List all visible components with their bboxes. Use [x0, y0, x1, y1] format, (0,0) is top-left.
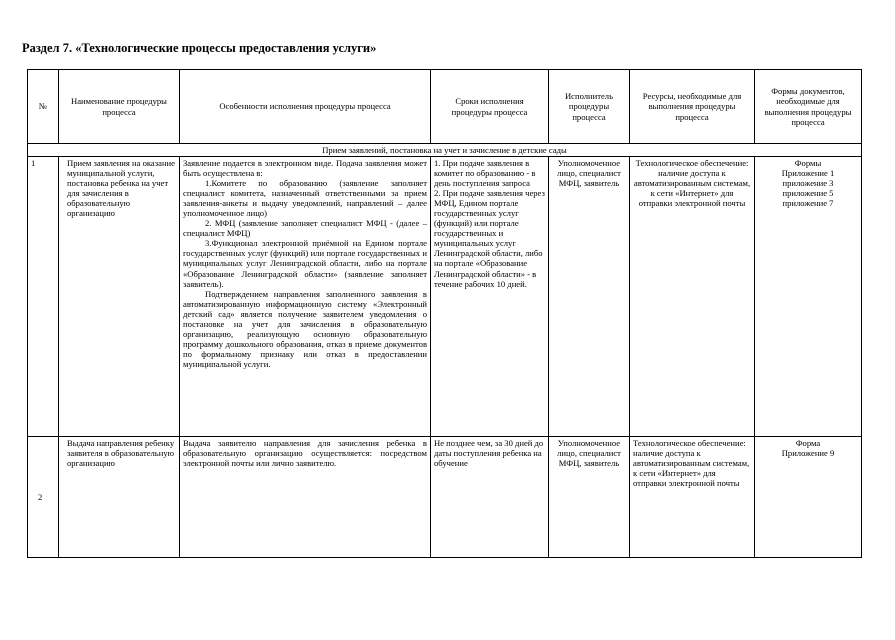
header-executor: Исполнитель процедуры процесса	[549, 70, 630, 144]
row-resources: Технологическое обеспечение: наличие доступа к автоматизированным системам, к сети «Интернет» для отправки электронной почты	[630, 437, 755, 558]
row-resources: Технологическое обеспечение: наличие доступа к автоматизированным системам, к сети «Интернет» для отправки электронной почты	[630, 157, 755, 437]
forms-line: Приложение 1	[781, 168, 835, 179]
row-features	[180, 157, 431, 437]
features-paragraph: 3.Функционал электронной приёмной на Едином портале государственных услуг (функций) или портале государственных и муниципальных услуг Ленинградской области, либо на портале «Образование Ленинградской области» (заявление заполняет заявитель).	[183, 238, 427, 289]
header-features: Особенности исполнения процедуры процесса	[180, 70, 431, 144]
row-name: Выдача направления ребенку заявителя в образовательную организацию	[59, 437, 180, 558]
process-table	[27, 69, 862, 558]
row-name: Прием заявления на оказание муниципальной услуги, постановка ребенка на учет для зачисления в образовательную организацию	[59, 157, 180, 437]
features-paragraph: Заявление подается в электронном виде. Подача заявления может быть осуществлена в:	[183, 158, 427, 179]
forms-line: приложение 5	[782, 188, 834, 199]
row-terms	[431, 157, 549, 437]
header-row	[28, 70, 862, 144]
features-paragraph: Подтверждением направления заполненного заявления в автоматизированную информационную систему «Электронный детский сад» является получение заявителем уведомления о постановке на учет для зачисления в образовательную организацию, реализующую основную образовательную программу дошкольного образования, отказ в приеме документов по формальному признаку или отказ в предоставлении муниципальной услуги.	[183, 288, 427, 369]
row-executor: Уполномоченное лицо, специалист МФЦ, заявитель	[549, 437, 630, 558]
row-features	[180, 437, 431, 558]
header-terms: Сроки исполнения процедуры процесса	[431, 70, 549, 144]
row-num: 2	[28, 437, 59, 558]
terms-paragraph: 1. При подаче заявления в комитет по образованию - в день поступления запроса	[434, 158, 536, 189]
row-terms	[431, 437, 549, 558]
row-forms	[755, 157, 862, 437]
forms-line: Формы	[794, 158, 822, 168]
section-label: Прием заявлений, постановка на учет и зачисление в детские сады	[28, 144, 862, 157]
features-paragraph: 1.Комитете по образованию (заявление заполняет специалист комитета, назначенный ответственными за прием заявления-анкеты и выдачу уведомлений, направлений – далее уполномоченное лицо)	[183, 178, 427, 219]
section-row	[28, 144, 862, 157]
section-title: Раздел 7. «Технологические процессы предоставления услуги»	[22, 41, 377, 55]
header-name: Наименование процедуры процесса	[59, 70, 180, 144]
row-executor: Уполномоченное лицо, специалист МФЦ, заявитель	[549, 157, 630, 437]
forms-line: Форма	[795, 438, 821, 448]
terms-paragraph: Не позднее чем, за 30 дней до даты поступления ребенка на обучение	[434, 438, 544, 469]
features-paragraph: Выдача заявителю направления для зачисления ребенка в образовательную организацию осуществляется: посредством электронной почты или лично заявителю.	[183, 438, 427, 469]
row-num: 1	[28, 157, 59, 437]
header-num: №	[28, 70, 59, 144]
features-paragraph: 2. МФЦ (заявление заполняет специалист МФЦ - (далее – специалист МФЦ)	[183, 218, 427, 239]
forms-line: Приложение 9	[781, 448, 835, 459]
forms-line: приложение 7	[782, 198, 834, 209]
terms-paragraph: 2. При подаче заявления через МФЦ, Едином портале государственных услуг (функций) или портале государственных и муниципальных услуг Ленинградской области, либо на портале «Образование Ленинградской области» - в течение рабочих 10 дней.	[434, 188, 545, 289]
table-row	[28, 157, 862, 437]
table-row	[28, 437, 862, 558]
forms-line: приложение 3	[782, 178, 834, 189]
header-resources: Ресурсы, необходимые для выполнения процедуры процесса	[630, 70, 755, 144]
row-forms	[755, 437, 862, 558]
header-forms: Формы документов, необходимые для выполнения процедуры процесса	[755, 70, 862, 144]
